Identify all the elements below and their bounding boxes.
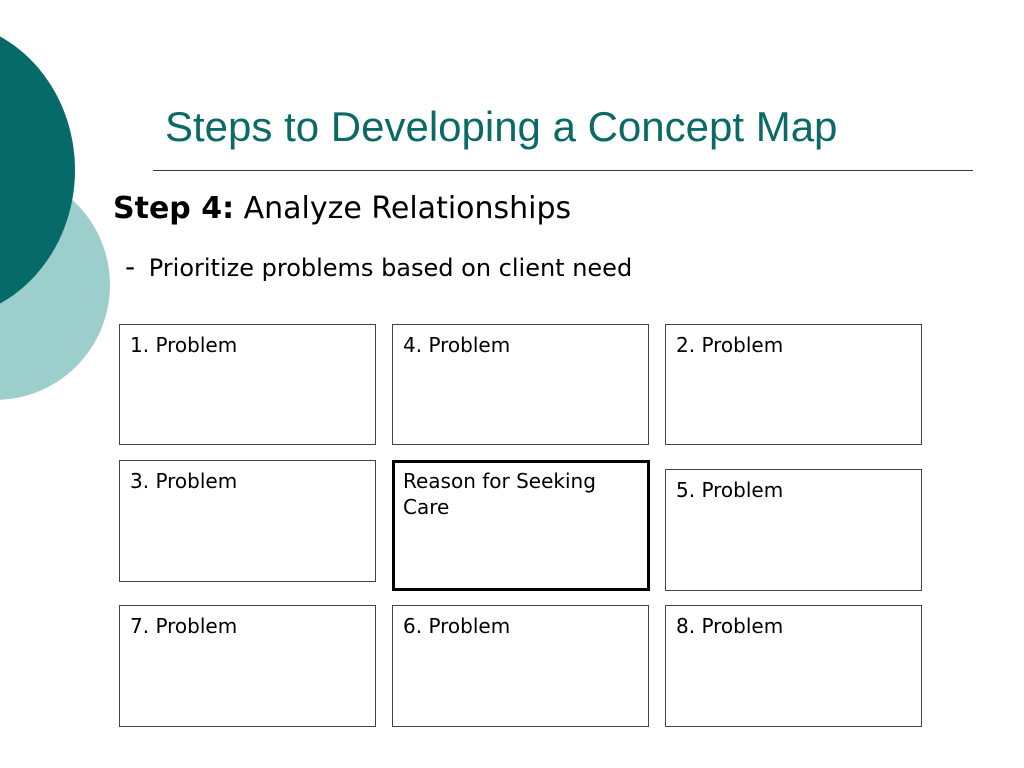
sub-bullet-text: Prioritize problems based on client need: [148, 254, 633, 282]
problem-box-6: 6. Problem: [392, 605, 649, 727]
bullet-dash: -: [125, 250, 136, 283]
step-label: Step 4:: [113, 191, 235, 226]
title-divider: [153, 170, 973, 171]
problem-box-2: 2. Problem: [665, 324, 922, 445]
problem-box-1: 1. Problem: [119, 324, 376, 445]
sub-bullet: [125, 250, 632, 284]
reason-for-seeking-care-box: Reason for Seeking Care: [392, 460, 650, 591]
step-text: Analyze Relationships: [243, 191, 572, 226]
step-heading: [113, 191, 571, 227]
problem-box-3: 3. Problem: [119, 460, 376, 582]
problem-box-5: 5. Problem: [665, 469, 922, 591]
problem-box-4: 4. Problem: [392, 324, 649, 445]
slide-title: Steps to Developing a Concept Map: [165, 103, 838, 150]
problem-box-7: 7. Problem: [119, 605, 376, 727]
problem-box-8: 8. Problem: [665, 605, 922, 727]
